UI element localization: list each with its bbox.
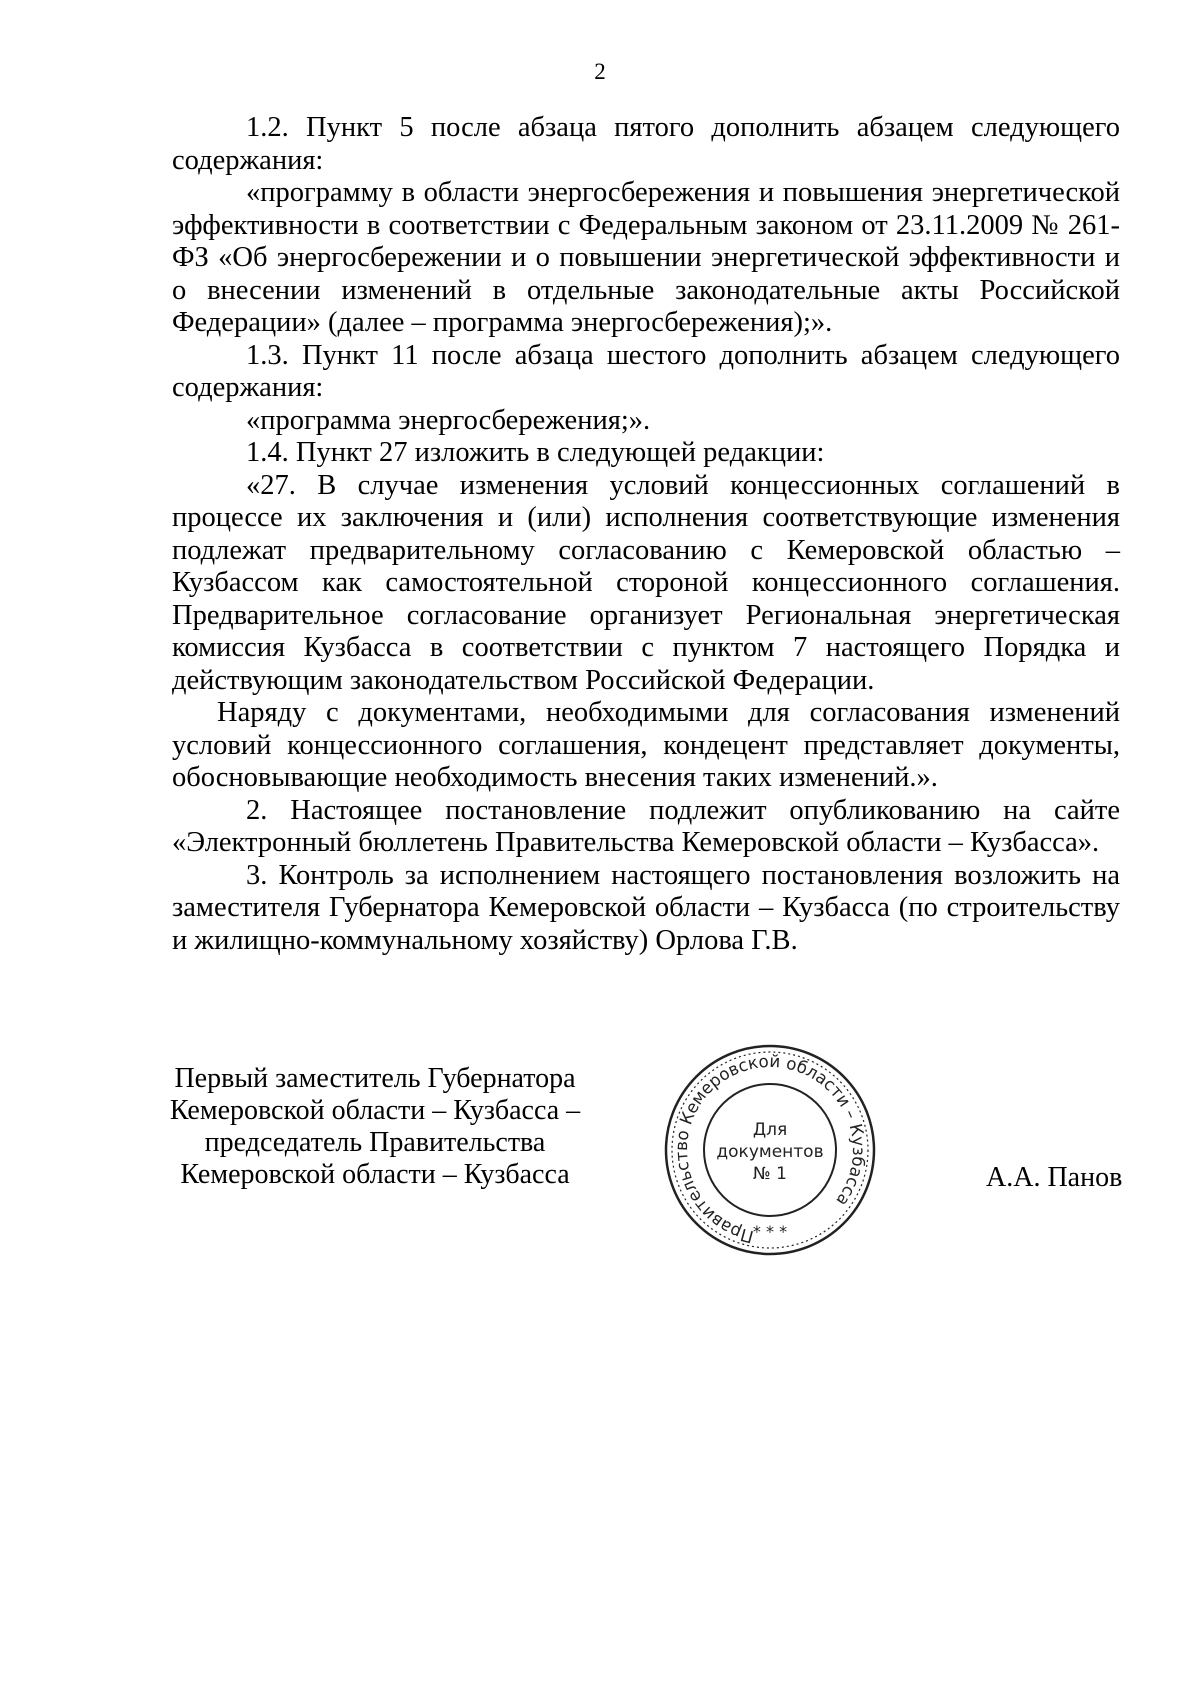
paragraph-1-4-point-27-cont: Наряду с документами, необходимыми для согласования изменений условий концессионного соглашения, кондецент представляет документы, обосновывающие необходимость внесения таких изменений.».	[172, 697, 1120, 793]
signer-name: А.А. Панов	[986, 1162, 1123, 1193]
seal-center-line: Для	[752, 1120, 788, 1140]
paragraph-1-3: 1.3. Пункт 11 после абзаца шестого дополнить абзацем следующего содержания:	[172, 339, 1120, 403]
paragraph-2: 2. Настоящее постановление подлежит опубликованию на сайте «Электронный бюллетень Правительства Кемеровской области – Кузбасса».	[172, 794, 1120, 858]
page-number: 2	[594, 59, 606, 84]
paragraph-1-2-insert: «программу в области энергосбережения и повышения энергетической эффективности в соответствии с Федеральным законом от 23.11.2009 № 261-ФЗ «Об энергосбережении и о повышении энергетической эффективности и о внесении изменений в отдельные законодательные акты Российской Федерации» (далее – программа энергосбережения);».	[172, 177, 1120, 338]
signatory-title-line: председатель Правительства	[204, 1127, 546, 1158]
seal-stars: * * *	[752, 1222, 788, 1241]
paragraph-1-4-point-27: «27. В случае изменения условий концессионных соглашений в процессе их заключения и (или) исполнения соответствующие изменения подлежат предварительному согласованию с Кемеровской областью – Кузбассом как самостоятельной стороной концессионного соглашения. Предварительное согласование организует Региональная энергетическая комиссия Кузбасса в соответствии с пунктом 7 настоящего Порядка и действующим законодательством Российской Федерации.	[172, 469, 1120, 696]
seal-ring-text: Правительство Кемеровской области – Кузбасса	[671, 1051, 869, 1247]
signatory-title-line: Первый заместитель Губернатора	[174, 1063, 576, 1094]
signatory-title	[150, 1063, 600, 1191]
paragraph-3: 3. Контроль за исполнением настоящего постановления возложить на заместителя Губернатора Кемеровской области – Кузбасса (по строительству и жилищно-коммунальному хозяйству) Орлова Г.В.	[172, 859, 1120, 956]
official-seal	[660, 1040, 880, 1260]
seal-graphic	[660, 1040, 880, 1260]
paragraph-1-2: 1.2. Пункт 5 после абзаца пятого дополнить абзацем следующего содержания:	[172, 112, 1120, 176]
paragraph-1-3-insert: «программа энергосбережения;».	[246, 404, 651, 436]
paragraph-1-4: 1.4. Пункт 27 изложить в следующей редакции:	[246, 437, 825, 468]
signatory-title-line: Кемеровской области – Кузбасса –	[169, 1095, 581, 1126]
seal-center-line: № 1	[753, 1164, 787, 1184]
document-body	[172, 112, 1120, 957]
signatory-title-line: Кемеровской области – Кузбасса	[180, 1159, 570, 1190]
seal-center-line: документов	[716, 1142, 824, 1162]
